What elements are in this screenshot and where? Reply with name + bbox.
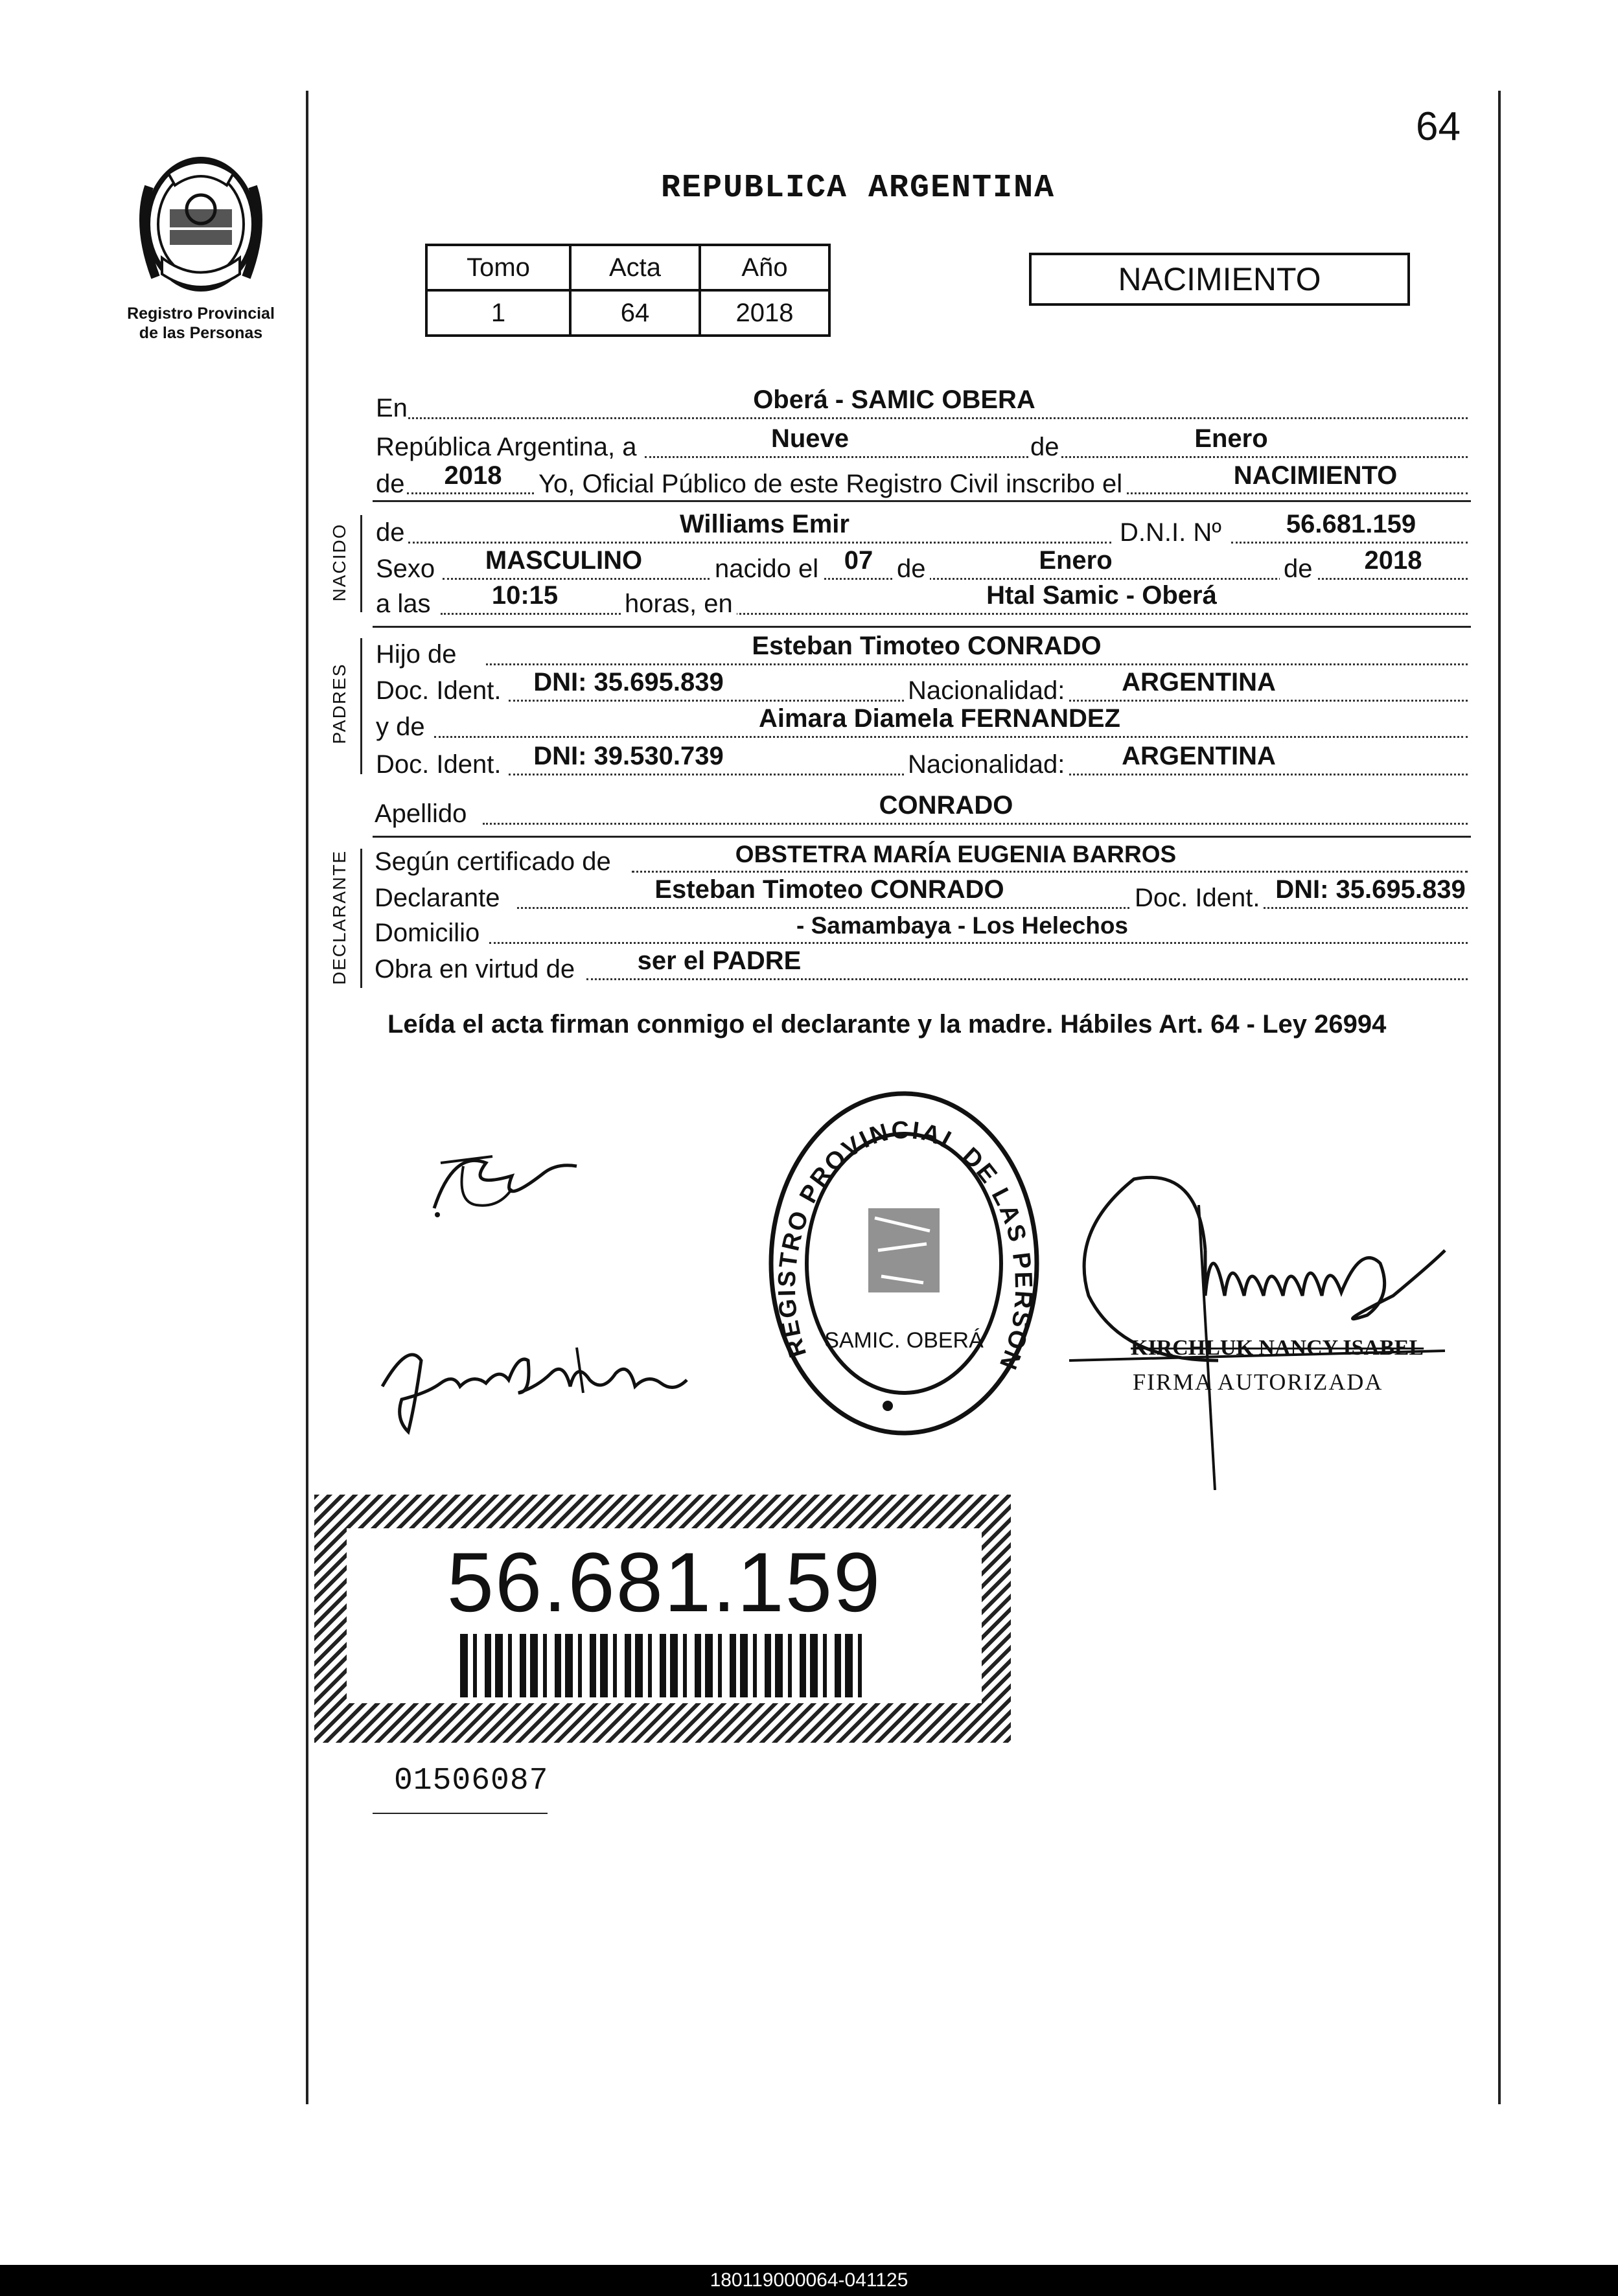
- authorized-signature: [1056, 1166, 1458, 1490]
- label-doc-ident-declarant: Doc. Ident.: [1131, 884, 1264, 913]
- mother-doc: DNI: 39.530.739: [533, 742, 724, 770]
- mother-signature: [369, 1322, 706, 1438]
- official-stamp: [761, 1082, 1046, 1445]
- footer-code: 180119000064-041125: [710, 2269, 908, 2291]
- logo-org-name-line1: Registro Provincial: [127, 304, 275, 323]
- father-name: Esteban Timoteo CONRADO: [752, 632, 1102, 660]
- divider-2: [373, 626, 1471, 628]
- label-nacido-el: nacido el: [711, 555, 822, 584]
- label-nacionalidad-father: Nacionalidad:: [904, 676, 1069, 706]
- registry-logo: [123, 148, 279, 303]
- label-nacionalidad-mother: Nacionalidad:: [904, 750, 1069, 779]
- label-obra-en-virtud: Obra en virtud de: [375, 955, 575, 983]
- footer-bar: [0, 2265, 1618, 2296]
- page-number: 64: [1416, 104, 1461, 149]
- father-doc: DNI: 35.695.839: [533, 668, 724, 696]
- table-value-tomo: 1: [426, 290, 570, 336]
- born-day: 07: [844, 546, 873, 575]
- label-de-month: de: [893, 555, 930, 584]
- born-place: Htal Samic - Oberá: [986, 581, 1217, 610]
- right-margin-line: [1498, 91, 1501, 2104]
- provincial-seal-icon: [123, 148, 279, 303]
- inscription-type: NACIMIENTO: [1233, 461, 1398, 490]
- section-label-declarante: DECLARANTE: [329, 849, 349, 985]
- label-a-las: a las: [376, 590, 431, 618]
- date-day: Nueve: [770, 424, 849, 453]
- table-header-acta: Acta: [570, 245, 700, 290]
- record-table: [425, 244, 831, 337]
- left-margin-line: [306, 91, 308, 2104]
- label-de-year2: de: [1280, 555, 1317, 584]
- label-sexo: Sexo: [376, 555, 435, 583]
- label-en: En: [376, 394, 408, 422]
- mother-nationality: ARGENTINA: [1122, 742, 1276, 770]
- certificate-by: OBSTETRA MARÍA EUGENIA BARROS: [735, 841, 1177, 867]
- born-time: 10:15: [491, 581, 559, 610]
- label-doc-ident-father: Doc. Ident.: [376, 676, 502, 705]
- table-value-anio: 2018: [700, 290, 829, 336]
- stamp-seal-icon: [761, 1082, 1046, 1445]
- label-de-nombre: de: [376, 518, 405, 547]
- label-republica: República Argentina, a: [376, 433, 637, 461]
- stamp-ring-text: REGISTRO PROVINCIAL DE LAS PERSON: [773, 1116, 1037, 1375]
- security-sticker: [314, 1495, 1011, 1743]
- padres-bracket: [360, 638, 362, 774]
- born-dni: 56.681.159: [1286, 510, 1416, 538]
- sticker-barcode: [460, 1634, 868, 1697]
- father-nationality: ARGENTINA: [1122, 668, 1276, 696]
- section-label-padres: PADRES: [329, 663, 349, 744]
- declarant-relation: ser el PADRE: [637, 947, 802, 975]
- label-apellido: Apellido: [375, 799, 467, 828]
- serial-underline: [373, 1813, 548, 1814]
- dotted-line: [434, 736, 1468, 738]
- label-domicilio: Domicilio: [375, 919, 480, 947]
- born-sex: MASCULINO: [485, 546, 643, 575]
- declarante-bracket: [360, 849, 362, 988]
- table-header-anio: Año: [700, 245, 829, 290]
- nacido-bracket: [360, 515, 362, 612]
- label-hijo-de: Hijo de: [376, 640, 457, 669]
- label-de-year: de: [376, 470, 405, 498]
- dotted-line: [489, 942, 1468, 944]
- dotted-line: [408, 417, 1468, 419]
- record-type: NACIMIENTO: [1118, 261, 1321, 297]
- serial-number: 01506087: [394, 1763, 549, 1798]
- born-year: 2018: [1364, 546, 1422, 575]
- born-month: Enero: [1039, 546, 1113, 575]
- born-name: Williams Emir: [680, 510, 849, 538]
- dotted-line: [517, 907, 1468, 909]
- divider-3: [373, 836, 1471, 838]
- label-y-de: y de: [376, 713, 425, 741]
- mother-name: Aimara Diamela FERNANDEZ: [759, 704, 1120, 733]
- section-label-nacido: NACIDO: [329, 523, 349, 602]
- stamp-inner-text: SAMIC. OBERÁ: [824, 1328, 984, 1353]
- declarant-signature: [415, 1137, 583, 1234]
- dotted-line: [441, 613, 1468, 615]
- declarant-name: Esteban Timoteo CONRADO: [654, 875, 1004, 904]
- document-title: REPUBLICA ARGENTINA: [661, 170, 1056, 207]
- label-declarante: Declarante: [375, 884, 500, 912]
- inscription-text: Yo, Oficial Público de este Registro Civil inscribo el: [535, 470, 1126, 499]
- record-type-box: [1029, 253, 1410, 306]
- label-doc-ident-mother: Doc. Ident.: [376, 750, 502, 779]
- dotted-line: [586, 978, 1468, 980]
- date-month: Enero: [1194, 424, 1268, 453]
- table-value-acta: 64: [570, 290, 700, 336]
- authorized-title: FIRMA AUTORIZADA: [1133, 1369, 1383, 1395]
- declarant-address: - Samambaya - Los Helechos: [796, 912, 1129, 939]
- logo-org-name-line2: de las Personas: [139, 324, 263, 342]
- dotted-line: [408, 542, 1111, 544]
- label-segun-certificado: Según certificado de: [375, 847, 611, 876]
- label-de: de: [1030, 433, 1059, 461]
- place-value: Oberá - SAMIC OBERA: [753, 385, 1035, 414]
- sticker-number: 56.681.159: [446, 1535, 882, 1629]
- authorized-official-name: KIRCHLUK NANCY ISABEL: [1131, 1336, 1424, 1360]
- declarant-doc: DNI: 35.695.839: [1275, 875, 1466, 904]
- dotted-line: [483, 823, 1468, 825]
- dotted-line: [632, 871, 1468, 873]
- inscription-year: 2018: [444, 461, 502, 490]
- surname: CONRADO: [879, 791, 1013, 820]
- closing-text: Leída el acta firman conmigo el declarante y la madre. Hábiles Art. 64 - Ley 26994: [387, 1010, 1387, 1039]
- label-horas-en: horas, en: [621, 590, 737, 619]
- dotted-line: [486, 663, 1468, 665]
- table-header-tomo: Tomo: [426, 245, 570, 290]
- divider-1: [373, 500, 1471, 502]
- label-dni: D.N.I. Nº: [1120, 518, 1221, 547]
- dotted-line: [1231, 542, 1468, 544]
